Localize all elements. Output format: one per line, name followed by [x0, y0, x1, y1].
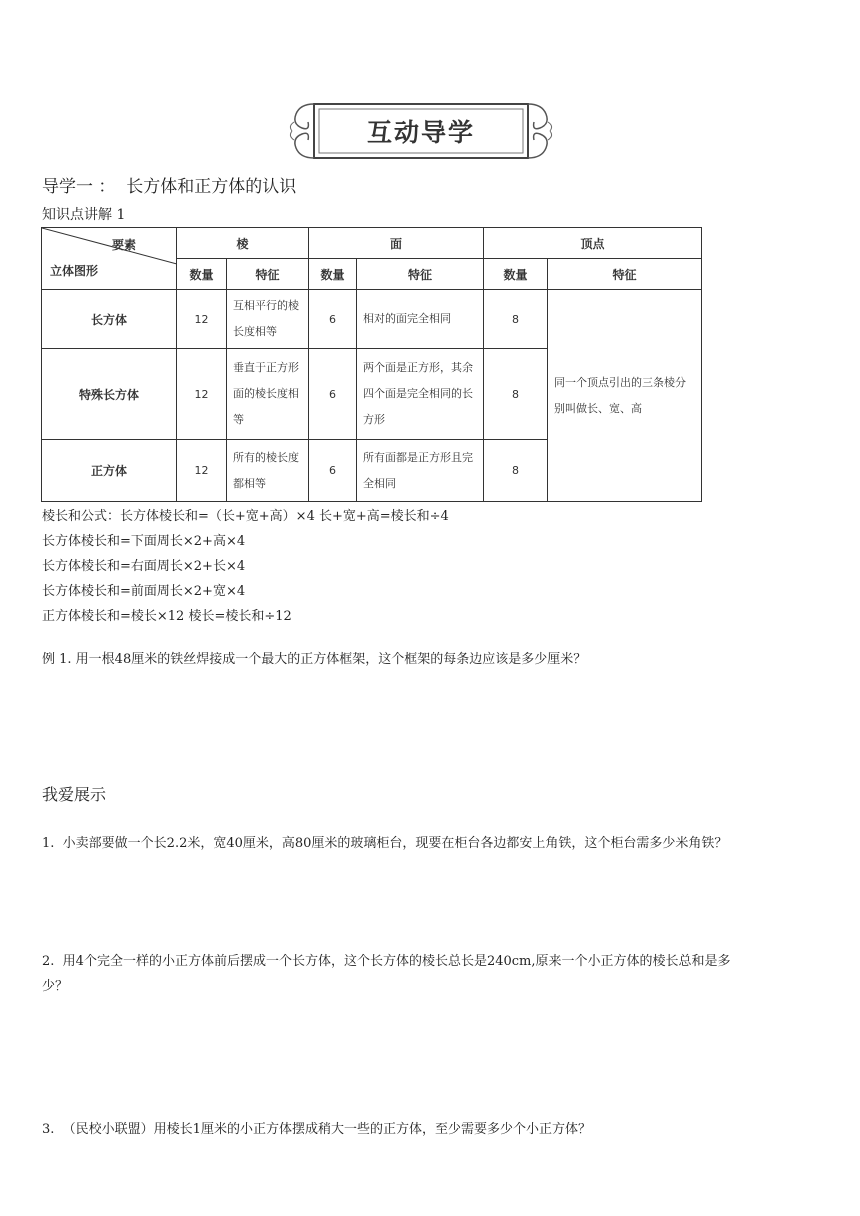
group-header-edge: 棱: [177, 228, 309, 259]
subheader-cell: 数量: [309, 259, 357, 290]
row-name: 特殊长方体: [42, 349, 177, 440]
knowledge-table: [41, 227, 702, 502]
section-heading: 导学一 ： 长方体和正方体的认识: [42, 177, 297, 197]
subheader-cell: 特征: [548, 259, 702, 290]
face-count: 6: [309, 290, 357, 349]
edge-feature: 所有的棱长度都相等: [227, 440, 309, 502]
subheader-cell: 特征: [357, 259, 484, 290]
banner-title: 互动导学: [366, 118, 475, 147]
vertex-count: 8: [484, 349, 548, 440]
question-1: 1. 小卖部要做一个长2.2米，宽40厘米，高80厘米的玻璃柜台，现要在柜台各边都安上角铁，这个柜台需多少米角铁？: [42, 836, 728, 851]
face-feature: 两个面是正方形，其余四个面是完全相同的长方形: [357, 349, 484, 440]
subheader-cell: 数量: [177, 259, 227, 290]
group-header-vertex: 顶点: [484, 228, 702, 259]
face-count: 6: [309, 440, 357, 502]
vertex-feature: 同一个顶点引出的三条棱分别叫做长、宽、高: [548, 290, 702, 502]
edge-count: 12: [177, 349, 227, 440]
vertex-count: 8: [484, 440, 548, 502]
showcase-title: 我爱展示: [42, 785, 107, 804]
edge-count: 12: [177, 440, 227, 502]
vertex-count: 8: [484, 290, 548, 349]
subheader-cell: 数量: [484, 259, 548, 290]
table-row: [42, 290, 702, 349]
section-subheading: 知识点讲解 1: [42, 207, 126, 223]
table-corner-cell: [42, 228, 177, 290]
corner-top-label: 要素: [111, 238, 136, 252]
corner-diagonal: [42, 228, 177, 290]
formula-line: 棱长和公式：长方体棱长和=（长+宽+高）×4 长+宽+高=棱长和÷4: [42, 509, 449, 524]
question-2-line-1: 2. 用4个完全一样的小正方体前后摆成一个长方体，这个长方体的棱长总长是240cm,原来一个小正方体的棱长总和是多: [42, 954, 731, 969]
edge-count: 12: [177, 290, 227, 349]
formula-line: 长方体棱长和=下面周长×2+高×4: [42, 534, 246, 549]
question-3: 3. （民校小联盟）用棱长1厘米的小正方体摆成稍大一些的正方体，至少需要多少个小正方体？: [42, 1122, 591, 1137]
subheader-cell: 特征: [227, 259, 309, 290]
face-feature: 相对的面完全相同: [357, 290, 484, 349]
row-name: 长方体: [42, 290, 177, 349]
face-feature: 所有面都是正方形且完全相同: [357, 440, 484, 502]
row-name: 正方体: [42, 440, 177, 502]
corner-bottom-label: 立体图形: [50, 264, 99, 278]
edge-feature: 垂直于正方形面的棱长度相等: [227, 349, 309, 440]
formula-line: 长方体棱长和=前面周长×2+宽×4: [42, 584, 246, 599]
title-banner: [286, 98, 556, 164]
question-2-line-2: 少？: [42, 979, 69, 994]
example-question: 例 1. 用一根48厘米的铁丝焊接成一个最大的正方体框架，这个框架的每条边应该是多少厘米？: [42, 652, 587, 667]
group-header-face: 面: [309, 228, 484, 259]
edge-feature: 互相平行的棱长度相等: [227, 290, 309, 349]
face-count: 6: [309, 349, 357, 440]
formula-line: 长方体棱长和=右面周长×2+长×4: [42, 559, 246, 574]
formula-line: 正方体棱长和=棱长×12 棱长=棱长和÷12: [42, 609, 292, 624]
